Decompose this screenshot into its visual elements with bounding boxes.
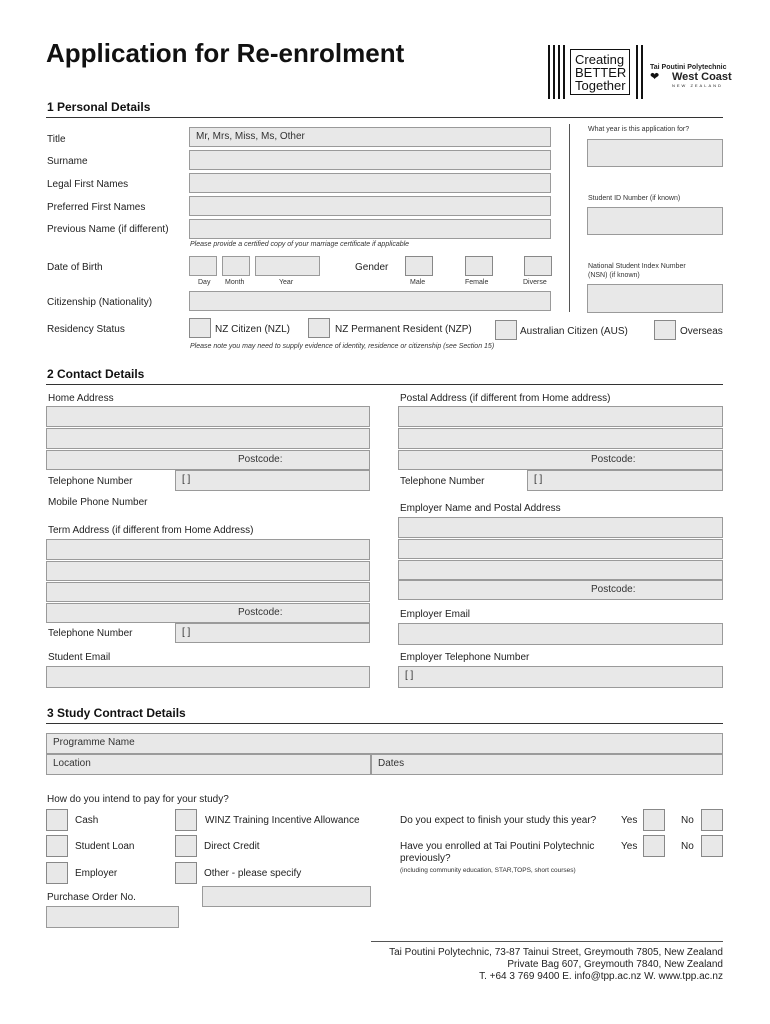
postal-telephone-bracket: [ ] (534, 474, 543, 485)
residency-nzp-checkbox[interactable] (308, 318, 330, 338)
gender-male-checkbox[interactable] (405, 256, 433, 276)
dates-field[interactable] (371, 754, 723, 775)
postal-address-line-2[interactable] (398, 428, 723, 449)
payment-question: How do you intend to pay for your study? (47, 794, 229, 805)
home-address-line-2[interactable] (46, 428, 370, 449)
finish-question: Do you expect to finish your study this year? (400, 815, 597, 826)
term-address-label: Term Address (if different from Home Address) (48, 525, 254, 536)
enrolled-no-label: No (681, 841, 694, 852)
preferred-names-field[interactable] (189, 196, 551, 216)
application-year-label: What year is this application for? (588, 126, 690, 133)
pay-student-loan-label: Student Loan (75, 841, 135, 852)
section-contact-heading: 2 Contact Details (47, 367, 145, 381)
legal-first-names-label: Legal First Names (47, 179, 129, 190)
logo-line-1: Creating (575, 52, 625, 67)
home-postcode-label: Postcode: (238, 454, 283, 465)
dob-year-field[interactable] (255, 256, 320, 276)
section-personal-heading: 1 Personal Details (47, 100, 151, 114)
gender-diverse-checkbox[interactable] (524, 256, 552, 276)
citizenship-field[interactable] (189, 291, 551, 311)
citizenship-label: Citizenship (Nationality) (47, 297, 153, 308)
purchase-order-label: Purchase Order No. (47, 892, 136, 903)
pay-employer-label: Employer (75, 868, 118, 879)
pay-employer-checkbox[interactable] (46, 862, 68, 884)
org-country: NEW ZEALAND (672, 83, 723, 88)
pay-cash-label: Cash (75, 815, 99, 826)
enrolled-no-checkbox[interactable] (701, 835, 723, 857)
programme-name-label: Programme Name (53, 737, 135, 748)
title-field[interactable] (189, 127, 551, 147)
diverse-label: Diverse (523, 279, 547, 286)
dob-month-field[interactable] (222, 256, 250, 276)
dob-day-field[interactable] (189, 256, 217, 276)
employer-phone-field[interactable] (398, 666, 723, 688)
residency-aus-checkbox[interactable] (495, 320, 517, 340)
employer-email-label: Employer Email (400, 609, 471, 620)
nsn-label-2: (NSN) (if known) (588, 272, 640, 279)
employer-postcode-label: Postcode: (591, 584, 636, 595)
mobile-label: Mobile Phone Number (48, 497, 148, 508)
heart-icon: ❤ (650, 71, 660, 83)
residency-label: Residency Status (47, 324, 125, 335)
footer-contact: T. +64 3 769 9400 E. info@tpp.ac.nz W. www.tpp.ac.nz (479, 971, 723, 982)
term-telephone-bracket: [ ] (182, 627, 191, 638)
previous-name-field[interactable] (189, 219, 551, 239)
footer (389, 947, 723, 983)
previous-name-label: Previous Name (if different) (47, 224, 169, 235)
student-id-field[interactable] (587, 207, 723, 235)
logo-line-2: BETTER (575, 65, 627, 80)
residency-nzc-checkbox[interactable] (189, 318, 211, 338)
enrolled-yes-checkbox[interactable] (643, 835, 665, 857)
pay-other-checkbox[interactable] (175, 862, 197, 884)
residency-nzc-label: NZ Citizen (NZL) (215, 324, 291, 335)
term-address-line-1[interactable] (46, 539, 370, 560)
term-postcode-label: Postcode: (238, 607, 283, 618)
postal-postcode-field[interactable] (398, 450, 723, 470)
application-year-field[interactable] (587, 139, 723, 167)
term-telephone-field[interactable] (175, 623, 370, 643)
employer-postcode-field[interactable] (398, 580, 723, 600)
finish-no-checkbox[interactable] (701, 809, 723, 831)
term-postcode-field[interactable] (46, 603, 370, 623)
nsn-field[interactable] (587, 284, 723, 313)
surname-field[interactable] (189, 150, 551, 170)
nsn-label: National Student Index Number (588, 263, 686, 270)
other-specify-field[interactable] (202, 886, 371, 907)
finish-yes-label: Yes (621, 815, 638, 826)
gender-female-checkbox[interactable] (465, 256, 493, 276)
evidence-note: Please note you may need to supply evidence of identity, residence or citizenship (see Section 15) (190, 343, 495, 350)
footer-address: Tai Poutini Polytechnic, 73-87 Tainui Street, Greymouth 7805, New Zealand (389, 947, 723, 958)
dates-label: Dates (378, 758, 405, 769)
term-address-line-3[interactable] (46, 582, 370, 602)
student-id-label: Student ID Number (if known) (588, 195, 681, 202)
term-address-line-2[interactable] (46, 561, 370, 581)
student-email-label: Student Email (48, 652, 111, 663)
preferred-names-label: Preferred First Names (47, 202, 146, 213)
programme-name-field[interactable] (46, 733, 723, 754)
marriage-note: Please provide a certified copy of your marriage certificate if applicable (190, 241, 410, 248)
employer-phone-label: Employer Telephone Number (400, 652, 530, 663)
org-region: West Coast (672, 71, 732, 83)
home-postcode-field[interactable] (46, 450, 370, 470)
pay-student-loan-checkbox[interactable] (46, 835, 68, 857)
page-title: Application for Re-enrolment (46, 38, 405, 68)
finish-yes-checkbox[interactable] (643, 809, 665, 831)
logo-line-3: Together (575, 78, 626, 93)
pay-winz-label: WINZ Training Incentive Allowance (205, 815, 360, 826)
postal-telephone-field[interactable] (527, 470, 723, 491)
employer-address-line-1[interactable] (398, 517, 723, 538)
residency-aus-label: Australian Citizen (AUS) (520, 326, 628, 337)
home-telephone-field[interactable] (175, 470, 370, 491)
postal-postcode-label: Postcode: (591, 454, 636, 465)
pay-direct-credit-checkbox[interactable] (175, 835, 197, 857)
male-label: Male (410, 279, 426, 286)
purchase-order-field[interactable] (46, 906, 179, 928)
enrolled-note: (including community education, STAR,TOPS, short courses) (400, 867, 576, 874)
employer-email-field[interactable] (398, 623, 723, 645)
dob-label: Date of Birth (47, 262, 103, 273)
postal-address-line-1[interactable] (398, 406, 723, 427)
residency-nzp-label: NZ Permanent Resident (NZP) (335, 324, 472, 335)
female-label: Female (465, 279, 489, 286)
day-label: Day (198, 279, 211, 286)
home-telephone-label: Telephone Number (48, 476, 133, 487)
enrolled-yes-label: Yes (621, 841, 638, 852)
residency-overseas-label: Overseas (680, 326, 723, 337)
employer-phone-bracket: [ ] (405, 670, 414, 681)
pay-cash-checkbox[interactable] (46, 809, 68, 831)
enrolled-question-2: previously? (400, 853, 451, 864)
pay-direct-credit-label: Direct Credit (204, 841, 260, 852)
title-options: Mr, Mrs, Miss, Ms, Other (196, 131, 305, 142)
org-name: Tai Poutini Polytechnic (650, 64, 727, 71)
month-label: Month (225, 279, 245, 286)
location-label: Location (53, 758, 91, 769)
employer-name-label: Employer Name and Postal Address (400, 503, 561, 514)
pay-other-label: Other - please specify (204, 868, 302, 879)
gender-label: Gender (355, 262, 389, 273)
postal-telephone-label: Telephone Number (400, 476, 485, 487)
footer-postal: Private Bag 607, Greymouth 7840, New Zealand (507, 959, 723, 970)
residency-overseas-checkbox[interactable] (654, 320, 676, 340)
year-label: Year (279, 279, 294, 286)
location-field[interactable] (46, 754, 371, 775)
employer-address-line-3[interactable] (398, 560, 723, 580)
enrolled-question-1: Have you enrolled at Tai Poutini Polytechnic (400, 841, 595, 852)
term-telephone-label: Telephone Number (48, 628, 133, 639)
section-study-heading: 3 Study Contract Details (47, 706, 186, 720)
student-email-field[interactable] (46, 666, 370, 688)
home-address-line-1[interactable] (46, 406, 370, 427)
home-address-label: Home Address (48, 393, 114, 404)
pay-winz-checkbox[interactable] (175, 809, 197, 831)
employer-address-line-2[interactable] (398, 539, 723, 559)
home-telephone-bracket: [ ] (182, 474, 191, 485)
legal-first-names-field[interactable] (189, 173, 551, 193)
postal-address-label: Postal Address (if different from Home address) (400, 393, 611, 404)
finish-no-label: No (681, 815, 694, 826)
title-label: Title (47, 134, 66, 145)
surname-label: Surname (47, 156, 88, 167)
